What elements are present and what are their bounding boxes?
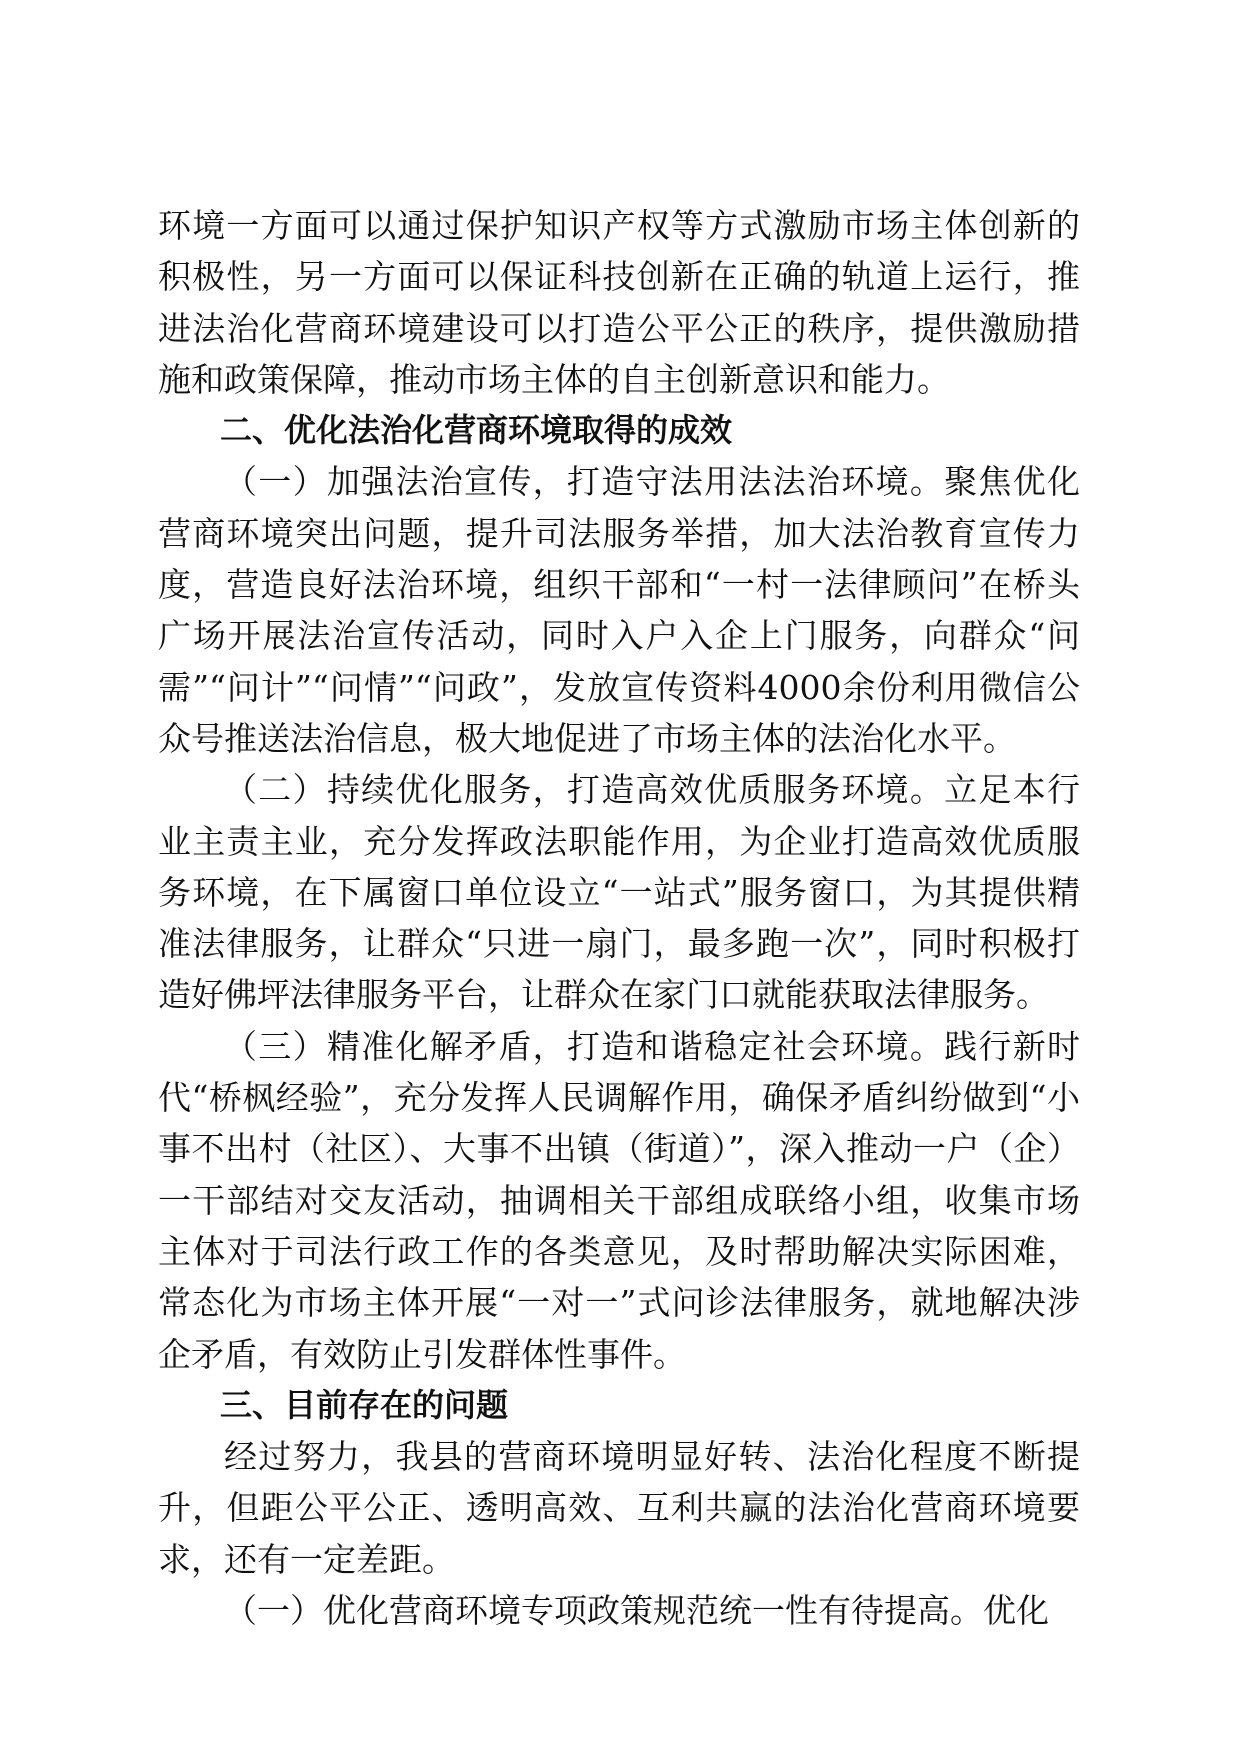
paragraph-intro: 经过努力，我县的营商环境明显好转、法治化程度不断提升，但距公平公正、透明高效、互利共赢的法治化营商环境要求，还有一定差距。 <box>158 1437 1080 1579</box>
section-heading-2: 二、优化法治化营商环境取得的成效 <box>220 411 733 450</box>
paragraph-item-1: （一）加强法治宣传，打造守法用法法治环境。聚焦优化营商环境突出问题，提升司法服务举措，加大法治教育宣传力度，营造良好法治环境，组织干部和“一村一法律顾问”在桥头广场开展法治宣传活动，同时入户入企上门服务，向群众“问需”“问计”“问情”“问政”，发放宣传资料4000余份利用微信公众号推送法治信息，极大地促进了市场主体的法治化水平。 <box>158 462 1080 758</box>
document-body <box>158 200 1080 1636</box>
paragraph-item-3: （三）精准化解矛盾，打造和谐稳定社会环境。践行新时代“桥枫经验”，充分发挥人民调解作用，确保矛盾纠纷做到“小事不出村（社区）、大事不出镇（街道）”，深入推动一户（企）一干部结对交友活动，抽调相关干部组成联络小组，收集市场主体对于司法行政工作的各类意见，及时帮助解决实际困难，常态化为市场主体开展“一对一”式问诊法律服务，就地解决涉企矛盾，有效防止引发群体性事件。 <box>158 1026 1080 1374</box>
paragraph-problem-1: （一）优化营商环境专项政策规范统一性有待提高。优化 <box>224 1591 1049 1631</box>
section-heading-3: 三、目前存在的问题 <box>220 1385 509 1424</box>
paragraph-item-2: （二）持续优化服务，打造高效优质服务环境。立足本行业主责主业，充分发挥政法职能作用，为企业打造高效优质服务环境，在下属窗口单位设立“一站式”服务窗口，为其提供精准法律服务，让群众“只进一扇门，最多跑一次”，同时积极打造好佛坪法律服务平台，让群众在家门口就能获取法律服务。 <box>158 770 1080 1015</box>
paragraph-continuation: 环境一方面可以通过保护知识产权等方式激励市场主体创新的积极性，另一方面可以保证科技创新在正确的轨道上运行，推进法治化营商环境建设可以打造公平公正的秩序，提供激励措施和政策保障，推动市场主体的自主创新意识和能力。 <box>158 206 1080 399</box>
